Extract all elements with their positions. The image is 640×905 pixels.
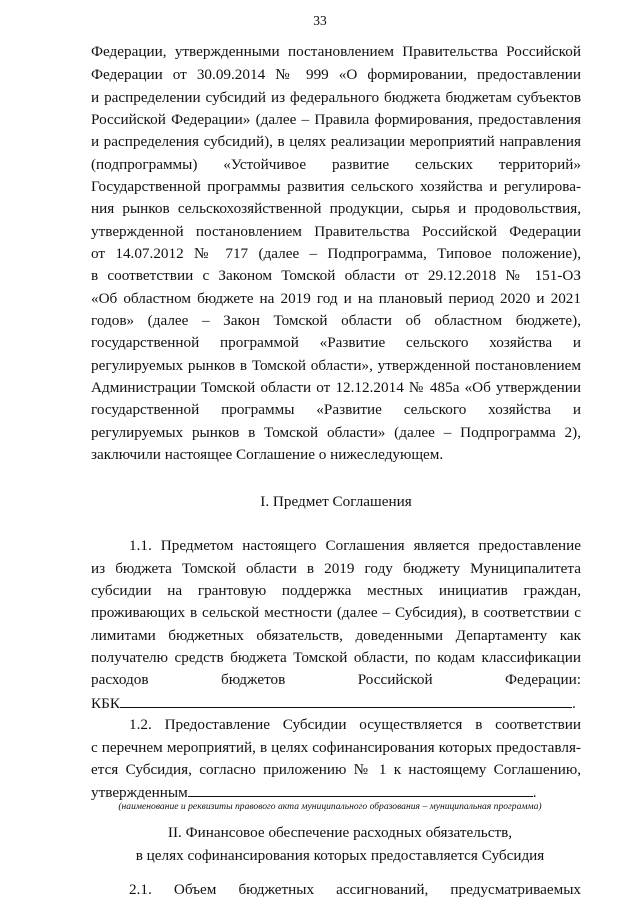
text-line: 1.1. Предметом настоящего Соглашения является предоставление [129,537,581,554]
text-line: 2.1. Объем бюджетных ассигнований, предусматриваемых [129,881,581,898]
section-1-title: I. Предмет Соглашения [260,493,412,510]
text-line: ния рынков сельскохозяйственной продукции, сырья и продовольствия, [91,200,581,217]
text-line: с перечнем мероприятий, в целях софинансирования которых предоставля- [91,739,581,756]
text-line: годов» (далее – Закон Томской области об областном бюджете), [91,312,581,329]
text-line: регулируемых рынков в Томской области», утвержденной постановлением [91,357,581,374]
text-line: проживающих в сельской местности (далее – Субсидия), в соответствии с [91,604,581,621]
text-line: Федерации, утвержденными постановлением Правительства Российской [91,43,581,60]
text-line: Государственной программы развития сельского хозяйства и регулирова- [91,178,581,195]
text-line: Федерации от 30.09.2014 № 999 «О формировании, предоставлении [91,66,581,83]
text-line: Администрации Томской области от 12.12.2014 № 485а «Об утверждении [91,379,581,396]
kbk-blank [120,693,572,708]
text-line: ется Субсидия, согласно приложению № 1 к настоящему Соглашению, [91,761,581,778]
text-line: регулируемых рынков в Томской области» (далее – Подпрограмма 2), [91,424,581,441]
page-number: 33 [313,13,327,28]
section-2-title-line-1: II. Финансовое обеспечение расходных обязательств, [167,824,513,841]
text-line: получателю средств бюджета Томской области, по кодам классификации [91,649,581,666]
approved-line [91,782,581,803]
kbk-line [91,693,581,714]
text-line: (подпрограммы) «Устойчивое развитие сельских территорий» [91,156,581,173]
text-line: государственной программы «Развитие сельского хозяйства и [91,401,581,418]
approved-label: утвержденным [91,784,188,801]
text-line: «Об областном бюджете на 2019 год и на плановый период 2020 и 2021 [91,290,581,307]
text-line: 1.2. Предоставление Субсидии осуществляется в соответствии [129,716,581,733]
text-line: из бюджета Томской области в 2019 году бюджету Муниципалитета [91,560,581,577]
section-2-title-line-2: в целях софинансирования которых предоставляется Субсидия [135,847,545,864]
kbk-end: . [571,695,576,712]
text-line: расходов бюджетов Российской Федерации: [91,671,581,688]
text-line: утвержденной постановлением Правительства Российской Федерации [91,223,581,240]
text-line: от 14.07.2012 № 717 (далее – Подпрограмма, Типовое положение), [91,245,581,262]
text-line: государственной программой «Развитие сельского хозяйства и [91,334,581,351]
text-line: и распределения субсидий), в целях реализации мероприятий направления [91,133,581,150]
text-line: заключили настоящее Соглашение о нижеследующем. [91,446,444,463]
text-line: лимитами бюджетных обязательств, доведенными Департаменту как [91,627,581,644]
approved-end: . [532,784,537,801]
footnote: (наименование и реквизиты правового акта муниципального образования – муниципальная программа) [118,801,542,812]
text-line: Российской Федерации» (далее – Правила формирования, предоставления [91,111,581,128]
text-line: субсидии на грантовую поддержка местных инициатив граждан, [91,582,581,599]
text-line: и распределении субсидий из федерального бюджета бюджетам субъектов [91,89,581,106]
text-line: в соответствии с Законом Томской области от 29.12.2018 № 151-ОЗ [91,267,581,284]
kbk-label: КБК [91,695,120,712]
approved-blank [188,782,533,797]
